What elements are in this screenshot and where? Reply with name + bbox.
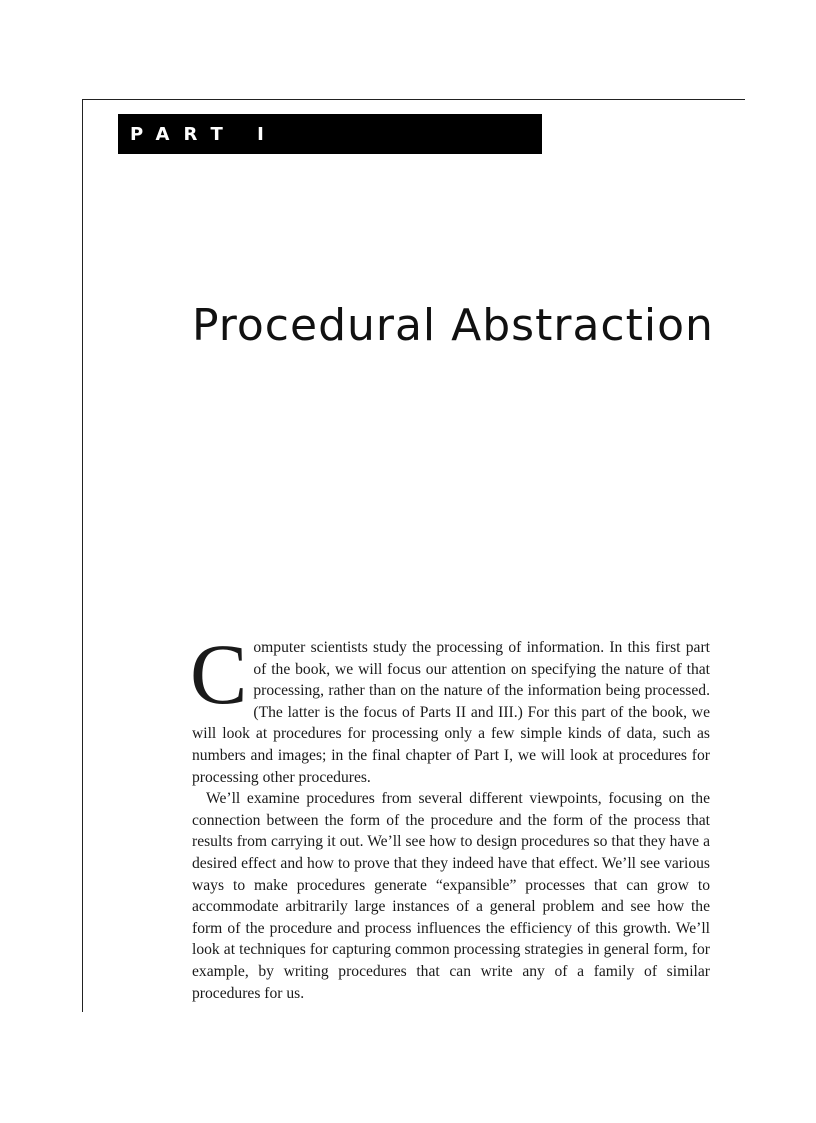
part-title: Procedural Abstraction xyxy=(192,300,714,351)
intro-paragraph-1 xyxy=(190,626,710,788)
intro-paragraph-1-text: omputer scientists study the processing of information. In this first part of the book, we will focus our attention on specifying the nature of that processing, rather than on the nature of the information being processed. (The latter is the focus of Parts II and III.) For this part of the book, we will look at procedures for processing only a few simple kinds of data, such as numbers and images; in the final chapter of Part I, we will look at procedures for processing other procedures. xyxy=(192,639,710,786)
intro-text xyxy=(190,626,710,1004)
drop-cap: C xyxy=(190,626,248,722)
left-rule xyxy=(82,99,83,1012)
intro-paragraph-2: We’ll examine procedures from several different viewpoints, focusing on the connection between the form of the procedure and the form of the process that results from carrying it out. We’ll see how to design procedures so that they have a desired effect and how to prove that they indeed have that effect. We’ll see various ways to make procedures generate “expansible” processes that can grow to accommodate arbitrarily large instances of a general problem and see how the form of the procedure and process influences the efficiency of this growth. We’ll look at techniques for capturing common processing strategies in general form, for example, by writing procedures that can write any of a family of similar procedures for us. xyxy=(192,790,710,1002)
part-banner xyxy=(118,114,542,154)
part-label: PART I xyxy=(130,123,278,145)
top-rule xyxy=(82,99,745,100)
